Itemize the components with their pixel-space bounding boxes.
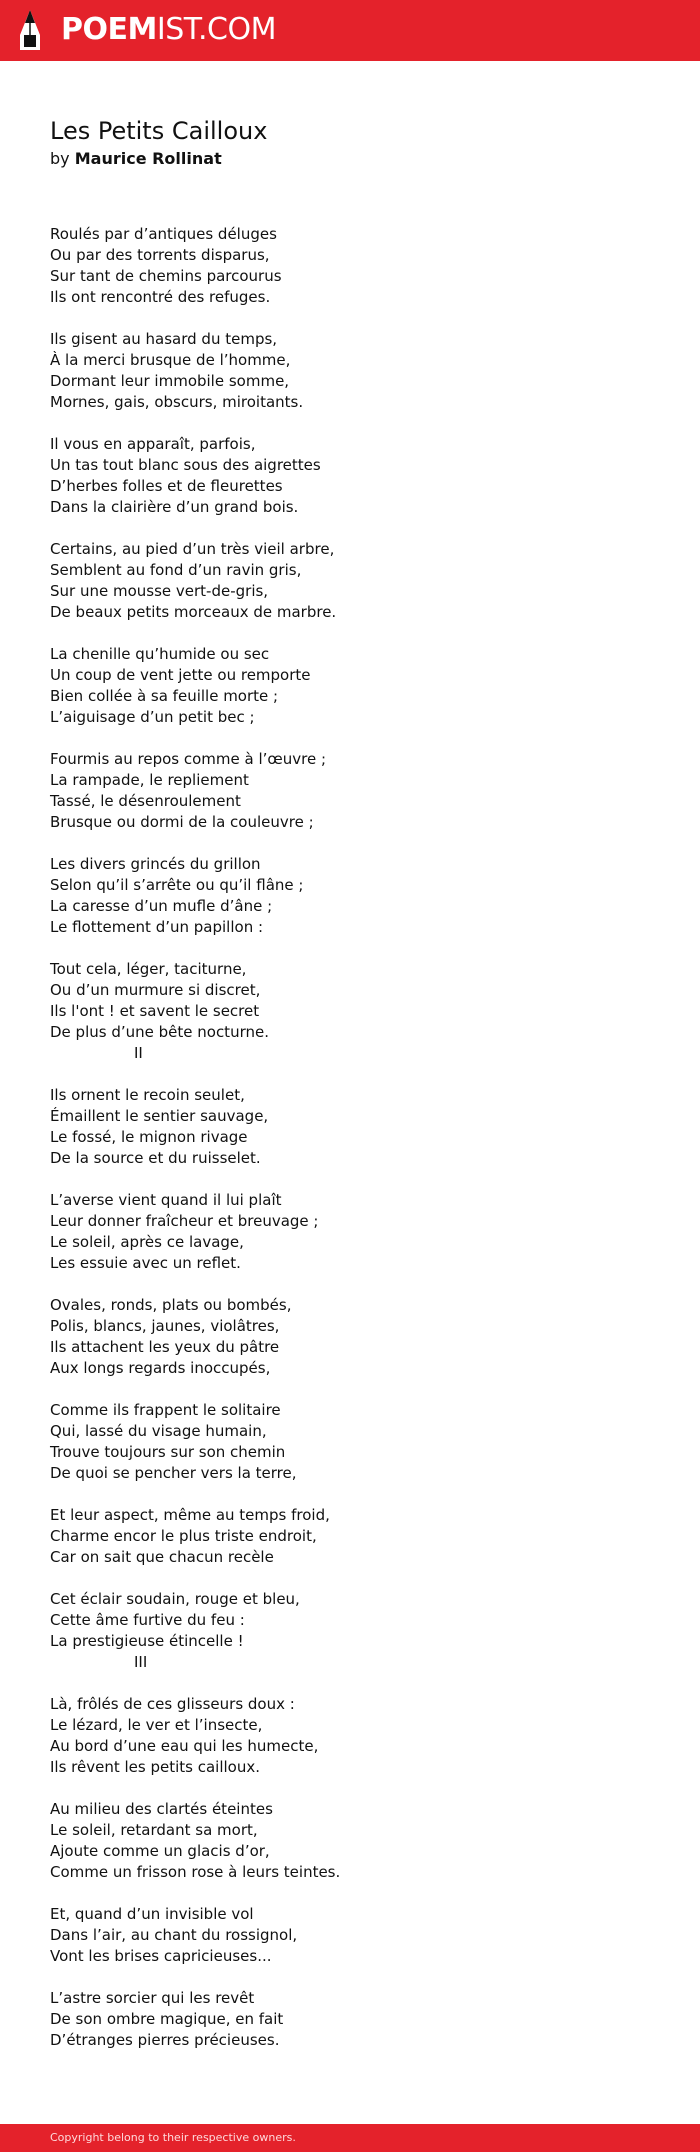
poem-line: Ou par des torrents disparus,	[50, 246, 270, 264]
poem-line: Cet éclair soudain, rouge et bleu,	[50, 1590, 300, 1608]
poem-line: Le soleil, après ce lavage,	[50, 1233, 244, 1251]
poem-line: Sur une mousse vert-de-gris,	[50, 582, 269, 600]
poem-line: Les essuie avec un reflet.	[50, 1254, 241, 1272]
poem-stanza	[50, 1505, 650, 1568]
byline-label: by	[50, 149, 70, 168]
poem-stanza	[50, 1190, 650, 1274]
poem-line: D’étranges pierres précieuses.	[50, 2031, 280, 2049]
poem-line: Dormant leur immobile somme,	[50, 372, 290, 390]
poem-line: À la merci brusque de l’homme,	[50, 351, 291, 369]
poem-line: Brusque ou dormi de la couleuvre ;	[50, 813, 314, 831]
poem-line: Tassé, le désenroulement	[50, 792, 241, 810]
poem-line: Le soleil, retardant sa mort,	[50, 1821, 258, 1839]
poem-line: Ils ornent le recoin seulet,	[50, 1086, 245, 1104]
poem-stanza	[50, 224, 650, 308]
section-numeral: II	[134, 1044, 143, 1062]
poem-title: Les Petits Cailloux	[50, 117, 268, 145]
poem-line: Dans la clairière d’un grand bois.	[50, 498, 299, 516]
poem-line: Trouve toujours sur son chemin	[50, 1443, 286, 1461]
poem-stanza	[50, 1295, 650, 1379]
poem-line: Qui, lassé du visage humain,	[50, 1422, 267, 1440]
poem-line: Dans l’air, au chant du rossignol,	[50, 1926, 298, 1944]
poem-line: Selon qu’il s’arrête ou qu’il flâne ;	[50, 876, 304, 894]
poem-line: Comme ils frappent le solitaire	[50, 1401, 281, 1419]
poem-line: D’herbes folles et de fleurettes	[50, 477, 283, 495]
poem-line: Tout cela, léger, taciturne,	[50, 960, 247, 978]
poem-line: Il vous en apparaît, parfois,	[50, 435, 256, 453]
poem-line: Là, frôlés de ces glisseurs doux :	[50, 1695, 295, 1713]
poem-line: La prestigieuse étincelle !	[50, 1632, 244, 1650]
poem-line: Roulés par d’antiques déluges	[50, 225, 277, 243]
pen-nib-icon	[16, 9, 44, 51]
poem-line: Ils rêvent les petits cailloux.	[50, 1758, 261, 1776]
poem-line: De son ombre magique, en fait	[50, 2010, 284, 2028]
poem-stanza	[50, 959, 650, 1043]
poem-stanza	[50, 1904, 650, 1967]
poem-stanza	[50, 1400, 650, 1484]
poem-line: Ils l'ont ! et savent le secret	[50, 1002, 260, 1020]
poem-line: Bien collée à sa feuille morte ;	[50, 687, 279, 705]
poem-stanza	[50, 539, 650, 623]
poem-stanza	[50, 1988, 650, 2051]
poem-stanza	[50, 644, 650, 728]
poem-line: La rampade, le repliement	[50, 771, 249, 789]
poem-line: Semblent au fond d’un ravin gris,	[50, 561, 302, 579]
logo-light-text: IST.COM	[156, 12, 276, 47]
poem-line: De beaux petits morceaux de marbre.	[50, 603, 337, 621]
poem-line: Leur donner fraîcheur et breuvage ;	[50, 1212, 319, 1230]
poem-stanza	[50, 1799, 650, 1883]
poem-line: De plus d’une bête nocturne.	[50, 1023, 269, 1041]
poem-line: De quoi se pencher vers la terre,	[50, 1464, 297, 1482]
poem-line: Charme encor le plus triste endroit,	[50, 1527, 317, 1545]
poem-line: Le fossé, le mignon rivage	[50, 1128, 248, 1146]
poem-line: Ils gisent au hasard du temps,	[50, 330, 278, 348]
poem-stanza	[50, 1589, 650, 1652]
site-logo-text	[61, 9, 276, 51]
poem-line: Ils ont rencontré des refuges.	[50, 288, 271, 306]
poem-line: Certains, au pied d’un très vieil arbre,	[50, 540, 335, 558]
poem-stanza	[50, 1694, 650, 1778]
poem-byline	[50, 148, 650, 170]
poem-line: Et, quand d’un invisible vol	[50, 1905, 254, 1923]
poem-line: Le lézard, le ver et l’insecte,	[50, 1716, 263, 1734]
site-header	[0, 0, 700, 61]
poem-stanza	[50, 329, 650, 413]
poem-line: De la source et du ruisselet.	[50, 1149, 261, 1167]
poem-line: L’astre sorcier qui les revêt	[50, 1989, 255, 2007]
poem-line: Car on sait que chacun recèle	[50, 1548, 274, 1566]
footer-copyright: Copyright belong to their respective owners.	[50, 2131, 296, 2144]
site-logo-link[interactable]	[16, 9, 276, 51]
poem-line: Sur tant de chemins parcourus	[50, 267, 282, 285]
poem-line: Ajoute comme un glacis d’or,	[50, 1842, 270, 1860]
poem-line: Et leur aspect, même au temps froid,	[50, 1506, 330, 1524]
poem-line: Un tas tout blanc sous des aigrettes	[50, 456, 321, 474]
poem-line: L’averse vient quand il lui plaît	[50, 1191, 282, 1209]
poem-line: Un coup de vent jette ou remporte	[50, 666, 311, 684]
poem-line: Émaillent le sentier sauvage,	[50, 1107, 269, 1125]
poem-line: Polis, blancs, jaunes, violâtres,	[50, 1317, 280, 1335]
poem-line: Mornes, gais, obscurs, miroitants.	[50, 393, 304, 411]
poem-line: La chenille qu’humide ou sec	[50, 645, 270, 663]
poem-line: Au milieu des clartés éteintes	[50, 1800, 273, 1818]
poem-line: Le flottement d’un papillon :	[50, 918, 264, 936]
poem-line: L’aiguisage d’un petit bec ;	[50, 708, 255, 726]
logo-bold-text: POEM	[61, 12, 157, 47]
section-numeral: III	[134, 1653, 148, 1671]
poem-content	[50, 114, 650, 2072]
poem-stanza	[50, 1085, 650, 1169]
poem-stanza	[50, 854, 650, 938]
poem-line: Cette âme furtive du feu :	[50, 1611, 245, 1629]
poem-line: Ils attachent les yeux du pâtre	[50, 1338, 280, 1356]
poem-line: Au bord d’une eau qui les humecte,	[50, 1737, 319, 1755]
poem-stanza	[50, 434, 650, 518]
poem-line: Aux longs regards inoccupés,	[50, 1359, 271, 1377]
poem-line: Fourmis au repos comme à l’œuvre ;	[50, 750, 327, 768]
poem-stanza	[50, 749, 650, 833]
poem-line: Ou d’un murmure si discret,	[50, 981, 261, 999]
poem-line: Comme un frisson rose à leurs teintes.	[50, 1863, 341, 1881]
author-link[interactable]: Maurice Rollinat	[74, 149, 222, 168]
poem-line: La caresse d’un mufle d’âne ;	[50, 897, 273, 915]
poem-body	[50, 224, 650, 2051]
poem-line: Les divers grincés du grillon	[50, 855, 261, 873]
poem-line: Vont les brises capricieuses...	[50, 1947, 272, 1965]
site-footer	[0, 2124, 700, 2152]
poem-line: Ovales, ronds, plats ou bombés,	[50, 1296, 292, 1314]
